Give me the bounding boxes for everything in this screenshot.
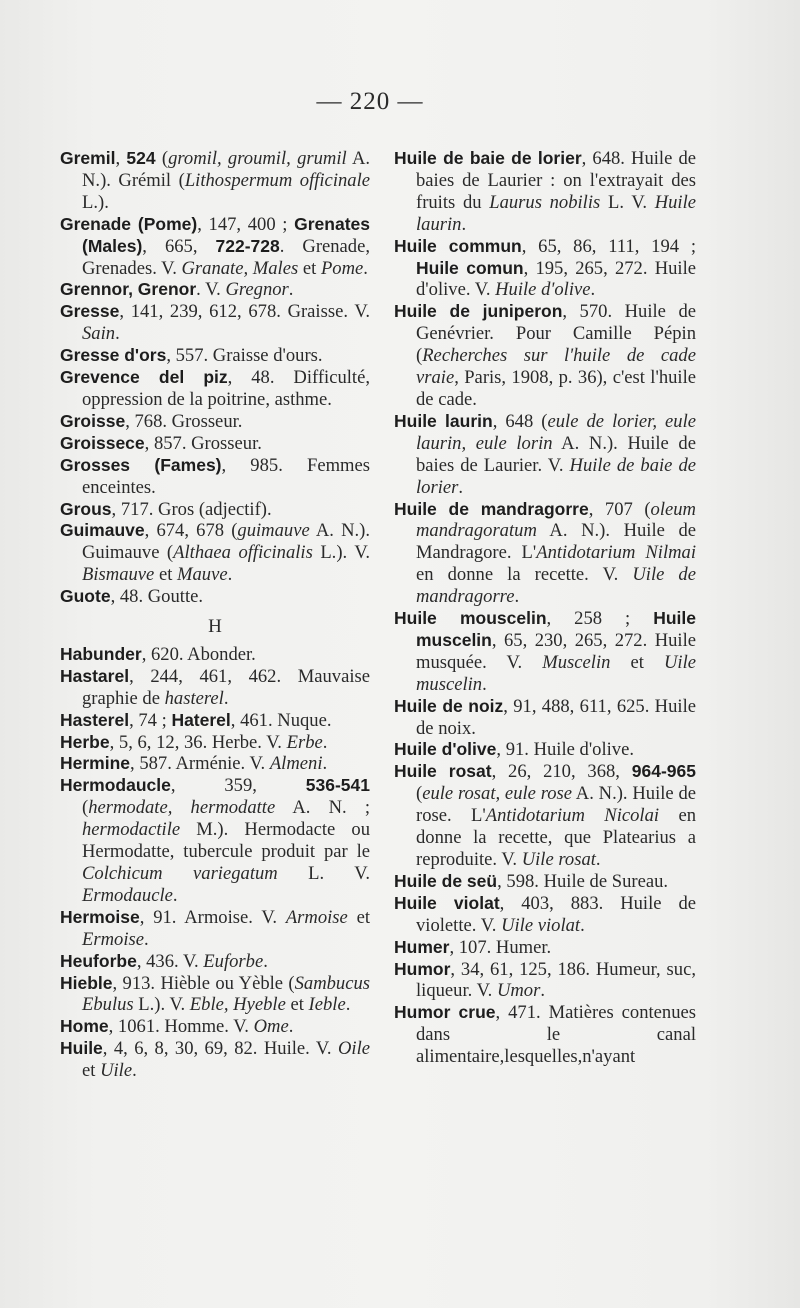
entry-text: ( (416, 783, 423, 805)
entry-text: et (610, 651, 664, 673)
italic-text: Euforbe (203, 950, 264, 972)
entry-text: . (288, 279, 294, 301)
bold-reference: 722-728 (215, 235, 280, 256)
page-number: — 220 — (316, 88, 424, 115)
headword: Grous (60, 498, 112, 519)
italic-text: guimauve (237, 520, 310, 542)
entry-text: L.). V. (133, 994, 190, 1016)
entry-text: . (580, 914, 585, 936)
dictionary-entry (60, 973, 370, 1017)
italic-text: Gregnor (225, 279, 289, 301)
italic-text: hermodactile (82, 819, 181, 841)
bold-reference: 964-965 (631, 761, 696, 782)
italic-text: Lithospermum officinale (184, 169, 370, 191)
entry-text: A. N.). Guimauve ( (82, 520, 371, 564)
entry-text: , 91, 488, 611, 625. Huile de noix. (416, 695, 696, 739)
entry-text: et (82, 1060, 101, 1082)
headword: Humor (394, 958, 451, 979)
italic-text: Oile (337, 1038, 370, 1060)
italic-text: Uile rosat (521, 849, 596, 870)
entry-text: , 195, 265, 272. Huile d'olive. V. (416, 257, 696, 301)
dictionary-entry (60, 586, 370, 608)
dictionary-entry (60, 666, 370, 710)
headword: Herbe (60, 731, 110, 752)
entry-text: , 768. Grosseur. (125, 410, 243, 432)
italic-text: Antidotarium Nicolai (485, 805, 660, 827)
entry-text: , 5, 6, 12, 36. Herbe. V. (109, 731, 287, 753)
entry-text: L. V. (277, 863, 370, 884)
italic-text: Pome (320, 257, 364, 279)
italic-text: Eble, Hyeble (189, 994, 286, 1016)
dictionary-entry (394, 893, 696, 937)
entry-text: , Paris, 1908, p. 36), c'est l'huile de cade. (416, 367, 696, 410)
entry-text: , 674, 678 ( (144, 520, 238, 542)
entry-text: , 557. Graisse d'ours. (166, 345, 323, 367)
headword: Haterel (171, 709, 231, 730)
entry-text: , 598. Huile de Sureau. (497, 870, 669, 892)
entry-text: , 665, (142, 235, 216, 257)
dictionary-entry (394, 959, 696, 1003)
italic-text: Almeni (269, 753, 323, 775)
italic-text: eule de lorier, eule laurin, eule lorin (416, 410, 697, 454)
entry-text: M.). Hermodacte ou Hermodatte, tubercule produit par le (82, 819, 370, 863)
headword: Groissece (60, 432, 145, 453)
entry-text: ( (155, 148, 169, 169)
headword: Hasterel (60, 709, 130, 730)
dictionary-entry (394, 739, 696, 761)
italic-text: Erbe (286, 731, 323, 753)
entry-text: et (285, 994, 309, 1016)
dictionary-entry (60, 520, 370, 586)
italic-text: Colchicum variegatum (82, 863, 278, 884)
section-letter: H (208, 616, 222, 638)
italic-text: Sain (82, 323, 116, 345)
entry-text: , 1061. Homme. V. (108, 1016, 254, 1038)
entry-text: , 648. Huile de baies de Laurier : on l'extrayait des fruits du (416, 148, 696, 213)
entry-text: A. N.). Huile de Mandragore. L' (416, 520, 696, 564)
italic-text: Althaea officinalis (173, 542, 313, 564)
italic-text: Ome (253, 1016, 289, 1038)
headword: Grennor, Grenor (60, 279, 197, 300)
entry-text: , 34, 61, 125, 186. Humeur, suc, liqueur. V. (416, 958, 696, 1002)
entry-text: ( (82, 797, 89, 819)
dictionary-entry (60, 214, 370, 280)
entry-text: , 65, 230, 265, 272. Huile musquée. V. (416, 629, 696, 673)
entry-text: . (132, 1060, 137, 1082)
entry-text: . (482, 673, 487, 695)
headword: Huile de seü (394, 870, 498, 891)
entry-text: , 403, 883. Huile de violette. V. (416, 892, 696, 936)
headword: Huile d'olive (394, 739, 497, 760)
entry-text: . (263, 950, 268, 972)
headword: Huile rosat (394, 761, 492, 782)
dictionary-entry (394, 411, 696, 499)
dictionary-entry (394, 696, 696, 740)
dictionary-entry (60, 753, 370, 775)
entry-text: . (322, 731, 328, 753)
entry-text: . (540, 980, 545, 1002)
headword: Huile de mandragorre (394, 498, 589, 519)
headword: Gresse d'ors (60, 345, 167, 366)
entry-text: A. N. ; (275, 797, 370, 819)
entry-text: , 717. Gros (adjectif). (111, 498, 272, 520)
entry-text: A. N.). Huile de rose. L' (416, 783, 697, 827)
entry-text: . (115, 323, 120, 345)
headword: Gremil (60, 148, 116, 168)
italic-text: Uile violat (501, 914, 581, 936)
italic-text: Recherches sur l'huile de cade vraie (416, 345, 696, 389)
entry-text: . (143, 928, 149, 950)
entry-text: L. V. (600, 191, 655, 213)
entry-text: , 26, 210, 368, (491, 761, 632, 783)
entry-text: , 48. Goutte. (110, 586, 204, 608)
dictionary-entry (60, 433, 370, 455)
italic-text: Umor (496, 980, 541, 1002)
left-column (60, 148, 370, 1082)
italic-text: Huile de baie de lorier (416, 454, 696, 498)
headword: Huile mouscelin (394, 608, 547, 629)
entry-text: , 107. Humer. (449, 936, 552, 958)
entry-text: . (514, 586, 520, 608)
entry-text: , 141, 239, 612, 678. Graisse. V. (119, 301, 370, 323)
italic-text: hasterel (164, 687, 224, 709)
dictionary-entry (60, 1038, 370, 1082)
headword: Habunder (60, 643, 142, 664)
italic-text: Uile muscelin (416, 651, 696, 695)
dictionary-entry (394, 871, 696, 893)
dictionary-entry (60, 455, 370, 499)
headword: Huile de noiz (394, 695, 504, 716)
headword: Huile muscelin (416, 608, 697, 650)
italic-text: Uile (100, 1060, 133, 1082)
dictionary-entry (60, 301, 370, 345)
headword: Humer (394, 936, 450, 957)
entry-text: , 471. Matières contenues dans le canal alimentaire,lesquelles,n'ayant (416, 1002, 696, 1068)
italic-text: Sambucus Ebulus (82, 972, 370, 1016)
dictionary-entry (394, 761, 696, 871)
entry-text: , 985. Femmes enceintes. (82, 454, 370, 498)
headword: Grenade (Pome) (60, 213, 198, 234)
dictionary-entry (60, 644, 370, 666)
italic-text: Granate, Males (181, 257, 299, 279)
entry-text: , 48. Difficulté, oppression de la poitrine, asthme. (82, 367, 370, 410)
entry-text: et (298, 257, 321, 279)
entry-text: . (461, 213, 467, 235)
italic-text: hermodate, hermodatte (88, 797, 276, 819)
dictionary-entry (60, 732, 370, 754)
dictionary-entry (60, 367, 370, 411)
headword: Humor crue (394, 1002, 496, 1023)
italic-text: eule rosat, eule rose (422, 783, 573, 805)
dictionary-entry (394, 1002, 696, 1068)
entry-text: , 91. Huile d'olive. (496, 739, 635, 761)
entry-text: , 913. Hièble ou Yèble ( (112, 972, 295, 994)
bold-reference: 536-541 (305, 775, 370, 796)
headword: Grevence del piz (60, 367, 228, 388)
dictionary-entry (394, 148, 696, 236)
entry-text: , 91. Armoise. V. (139, 906, 286, 928)
headword: Huile de baie de lorier (394, 148, 582, 168)
entry-text: , 587. Arménie. V. (130, 753, 270, 775)
headword: Home (60, 1016, 109, 1037)
entry-text: . (345, 994, 351, 1016)
entry-text: . V. (196, 279, 226, 301)
entry-text: , 258 ; (546, 608, 654, 630)
entry-text: L.). (82, 191, 109, 213)
entry-text: . (363, 257, 368, 279)
headword: Heuforbe (60, 950, 137, 971)
entry-text: et (154, 564, 178, 586)
headword: Hieble (60, 972, 113, 993)
dictionary-entry (394, 608, 696, 696)
entry-text: , 244, 461, 462. Mauvaise graphie de (82, 665, 370, 709)
headword: Huile de juniperon (394, 301, 563, 322)
italic-text: Ieble (308, 994, 346, 1016)
dictionary-entry (60, 499, 370, 521)
entry-text: A. N.). Grémil ( (82, 148, 371, 191)
entry-text: . (458, 476, 464, 498)
headword: Hermine (60, 753, 131, 774)
entry-text: . (172, 884, 178, 906)
dictionary-entry (394, 499, 696, 609)
entry-text: . Grenade, Grenades. V. (82, 235, 371, 279)
entry-text: , 857. Grosseur. (144, 432, 262, 454)
bold-reference: 524 (126, 148, 156, 168)
entry-text: , 707 ( (588, 498, 651, 520)
entry-text: . (227, 564, 233, 586)
dictionary-entry (60, 279, 370, 301)
entry-text: , 436. V. (136, 950, 204, 972)
entry-text: , 147, 400 ; (197, 213, 295, 235)
right-column (394, 148, 696, 1068)
italic-text: Huile laurin (416, 191, 697, 235)
entry-text: . (223, 687, 229, 709)
dictionary-entry (60, 951, 370, 973)
dictionary-entry (394, 937, 696, 959)
entry-text: , (115, 148, 127, 169)
dictionary-entry (60, 148, 370, 214)
italic-text: gromil, groumil, grumil (168, 148, 347, 169)
headword: Guimauve (60, 520, 145, 541)
entry-text: et (347, 906, 371, 928)
headword: Hermodaucle (60, 775, 171, 796)
italic-text: Armoise (285, 906, 348, 928)
entry-text: A. N.). Huile de baies de Laurier. V. (416, 432, 696, 476)
italic-text: Uile de mandragorre (416, 564, 696, 608)
headword: Guote (60, 586, 111, 607)
entry-text: . (595, 849, 601, 870)
headword: Gresse (60, 301, 120, 322)
entry-text: . (322, 753, 328, 775)
entry-text: , 620. Abonder. (141, 643, 256, 665)
headword: Hastarel (60, 665, 130, 686)
italic-text: Ermoise (82, 928, 144, 950)
italic-text: oleum mandragoratum (416, 498, 696, 542)
italic-text: Bismauve (82, 564, 155, 586)
entry-text: . (590, 279, 596, 301)
entry-text: , 570. Huile de Genévrier. Pour Camille Pépin ( (416, 301, 696, 367)
italic-text: Antidotarium Nilmai (536, 542, 696, 564)
entry-text: , 461. Nuque. (230, 709, 332, 731)
headword: Hermoise (60, 906, 140, 927)
entry-text: L.). V. (312, 542, 371, 564)
dictionary-entry (60, 710, 370, 732)
dictionary-entry (60, 775, 370, 906)
dictionary-entry (60, 345, 370, 367)
entry-text: , 65, 86, 111, 194 ; (521, 235, 696, 257)
dictionary-entry (394, 236, 696, 302)
headword: Groisse (60, 410, 126, 431)
italic-text: Ermodaucle (82, 884, 173, 906)
headword: Huile laurin (394, 410, 493, 431)
headword: Huile commun (394, 235, 522, 256)
entry-text: , 74 ; (129, 709, 172, 731)
headword: Huile comun (416, 257, 524, 278)
entry-text: en donne la recette, que Platearius a reproduite. V. (416, 805, 696, 870)
italic-text: Huile d'olive (495, 279, 591, 301)
entry-text: . (288, 1016, 294, 1038)
entry-text: , 4, 6, 8, 30, 69, 82. Huile. V. (102, 1038, 338, 1060)
dictionary-entry (60, 1016, 370, 1038)
dictionary-entry (394, 301, 696, 411)
entry-text: , 359, (170, 775, 306, 797)
dictionary-entry (60, 907, 370, 951)
italic-text: Laurus nobilis (489, 191, 601, 213)
italic-text: Muscelin (542, 651, 611, 673)
dictionary-entry (60, 411, 370, 433)
entry-text: en donne la recette. V. (416, 564, 633, 586)
italic-text: Mauve (177, 564, 228, 586)
entry-text: , 648 ( (492, 410, 548, 432)
headword: Huile violat (394, 892, 500, 913)
headword: Grosses (Fames) (60, 454, 222, 475)
headword: Huile (60, 1038, 103, 1059)
headword: Grenates (Males) (82, 213, 370, 256)
